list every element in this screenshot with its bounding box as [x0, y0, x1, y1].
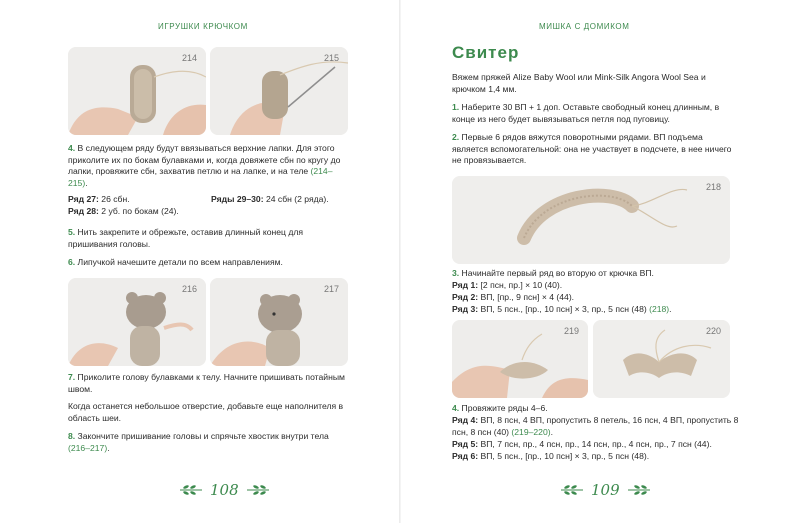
photo-216-number: 216 — [181, 284, 197, 294]
step-6-number: 6. — [68, 257, 76, 267]
step-4-left — [68, 143, 350, 189]
step-3-row-1-text: [2 псн, пр.] × 10 (40). — [478, 280, 563, 290]
step-3-text: Начинайте первый ряд во вторую от крючка ВП. — [459, 268, 654, 278]
step-3-row-2-label: Ряд 2: — [452, 292, 479, 302]
row-5 — [452, 439, 740, 451]
step-3-row-2-text: ВП, [пр., 9 псн] × 4 (44). — [478, 292, 575, 302]
section-title: Свитер — [452, 43, 520, 62]
step-7 — [68, 372, 350, 395]
step-4-left-ref: (214–215) — [68, 166, 333, 188]
step-3-row-2 — [452, 292, 740, 304]
row-4-end: . — [550, 426, 553, 437]
running-head-right: МИШКА С ДОМИКОМ — [539, 22, 630, 31]
row-4-ref: (219–220) — [511, 426, 551, 437]
step-1 — [452, 102, 740, 125]
photo-214-number: 214 — [181, 53, 197, 63]
step-4-right-text: Провяжите ряды 4–6. — [459, 403, 548, 413]
photo-218-image — [452, 176, 730, 264]
row-4-text: ВП, 8 псн, 4 ВП, пропустить 8 петель, 16 псн, 4 ВП, пропустить 8 псн, 8 псн (40) — [452, 415, 739, 437]
folio-right — [559, 478, 652, 502]
step-2-text: Первые 6 рядов вяжутся поворотными рядами. ВП подъема является вспомогательной: она не участвует в подсчете, в нее ничего не провязывается. — [452, 132, 732, 166]
row-4 — [452, 415, 740, 438]
paragraph-neck: Когда останется небольшое отверстие, добавьте еще наполнителя в область шеи. — [68, 401, 344, 423]
photo-220-number: 220 — [705, 326, 721, 336]
page-number-left: 108 — [210, 481, 239, 499]
photo-219-number: 219 — [563, 326, 579, 336]
intro-yarn: Вяжем пряжей Alize Baby Wool или Mink-Silk Angora Wool Sea и крючком 1,4 мм. — [452, 72, 706, 94]
step-3-row-3-ref: (218) — [649, 304, 670, 314]
leaf-sprig-icon — [178, 483, 204, 497]
step-4-left-text: В следующем ряду будут ввязываться верхние лапки. Для этого приколите их по бокам булавками и, когда довяжете сбн по кругу до лапки, провяжите сбн, захватив петлю и на лапке, и на теле — [68, 143, 341, 177]
row-4-label: Ряд 4: — [452, 415, 479, 425]
step-4-right — [452, 403, 740, 415]
step-6-text: Липучкой начешите детали по всем направлениям. — [75, 257, 283, 267]
photo-218-number: 218 — [705, 182, 721, 192]
row-6-label: Ряд 6: — [452, 451, 479, 461]
step-8-end: . — [107, 442, 110, 453]
row-27 — [68, 194, 208, 206]
step-1-number: 1. — [452, 102, 460, 112]
row-6 — [452, 451, 740, 463]
running-head-left: ИГРУШКИ КРЮЧКОМ — [158, 22, 248, 31]
step-5 — [68, 227, 350, 250]
page-number-right: 109 — [591, 481, 620, 499]
row-5-label: Ряд 5: — [452, 439, 479, 449]
rows-29-30 — [211, 194, 351, 206]
step-3-row-3-text: ВП, 5 псн., [пр., 10 псн] × 3, пр., 5 псн (48) — [478, 304, 650, 314]
photo-215 — [210, 47, 348, 135]
row-28-text: 2 уб. по бокам (24). — [98, 206, 179, 216]
step-4-left-end: . — [85, 177, 88, 188]
step-2 — [452, 132, 740, 167]
photo-220 — [593, 320, 730, 398]
leaf-sprig-icon — [559, 483, 585, 497]
step-1-text: Наберите 30 ВП + 1 доп. Оставьте свободный конец длинным, в конце из него будет вывязываться петля под пуговицу. — [452, 102, 720, 124]
rows-29-30-label: Ряды 29–30: — [211, 194, 264, 204]
photo-217-number: 217 — [323, 284, 339, 294]
step-5-text: Нить закрепите и обрежьте, оставив длинный конец для пришивания головы. — [68, 227, 304, 249]
folio-left — [178, 478, 271, 502]
step-3-row-3-end: . — [669, 304, 672, 314]
step-3 — [452, 268, 740, 280]
row-6-text: ВП, 5 псн., [пр., 10 псн] × 3, пр., 5 псн (48). — [478, 451, 650, 461]
photo-218 — [452, 176, 730, 264]
step-8-ref: (216–217) — [68, 442, 108, 453]
step-7-text: Приколите голову булавками к телу. Начните пришивать потайным швом. — [68, 372, 345, 394]
photo-214 — [68, 47, 206, 135]
step-4-left-number: 4. — [68, 143, 76, 153]
row-28-label: Ряд 28: — [68, 206, 99, 216]
step-3-row-1 — [452, 280, 740, 292]
leaf-sprig-icon — [245, 483, 271, 497]
photo-217 — [210, 278, 348, 366]
rows-29-30-text: 24 сбн (2 ряда). — [263, 194, 329, 204]
step-3-row-3 — [452, 304, 740, 316]
step-3-row-3-label: Ряд 3: — [452, 304, 479, 314]
step-3-row-1-label: Ряд 1: — [452, 280, 479, 290]
photo-216 — [68, 278, 206, 366]
right-page — [400, 0, 800, 523]
photo-215-number: 215 — [323, 53, 339, 63]
row-27-text: 26 сбн. — [98, 194, 130, 204]
step-3-number: 3. — [452, 268, 460, 278]
step-8-number: 8. — [68, 431, 76, 441]
photo-219 — [452, 320, 588, 398]
row-28 — [68, 206, 268, 218]
step-7-number: 7. — [68, 372, 76, 382]
row-27-label: Ряд 27: — [68, 194, 99, 204]
leaf-sprig-icon — [626, 483, 652, 497]
step-6 — [68, 257, 350, 269]
step-4-right-number: 4. — [452, 403, 460, 413]
step-8-text: Закончите пришивание головы и спрячьте хвостик внутри тела — [75, 431, 329, 441]
row-5-text: ВП, 7 псн, пр., 4 псн, пр., 14 псн, пр., 4 псн, пр., 7 псн (44). — [478, 439, 712, 449]
step-2-number: 2. — [452, 132, 460, 142]
step-5-number: 5. — [68, 227, 76, 237]
step-8 — [68, 431, 350, 454]
